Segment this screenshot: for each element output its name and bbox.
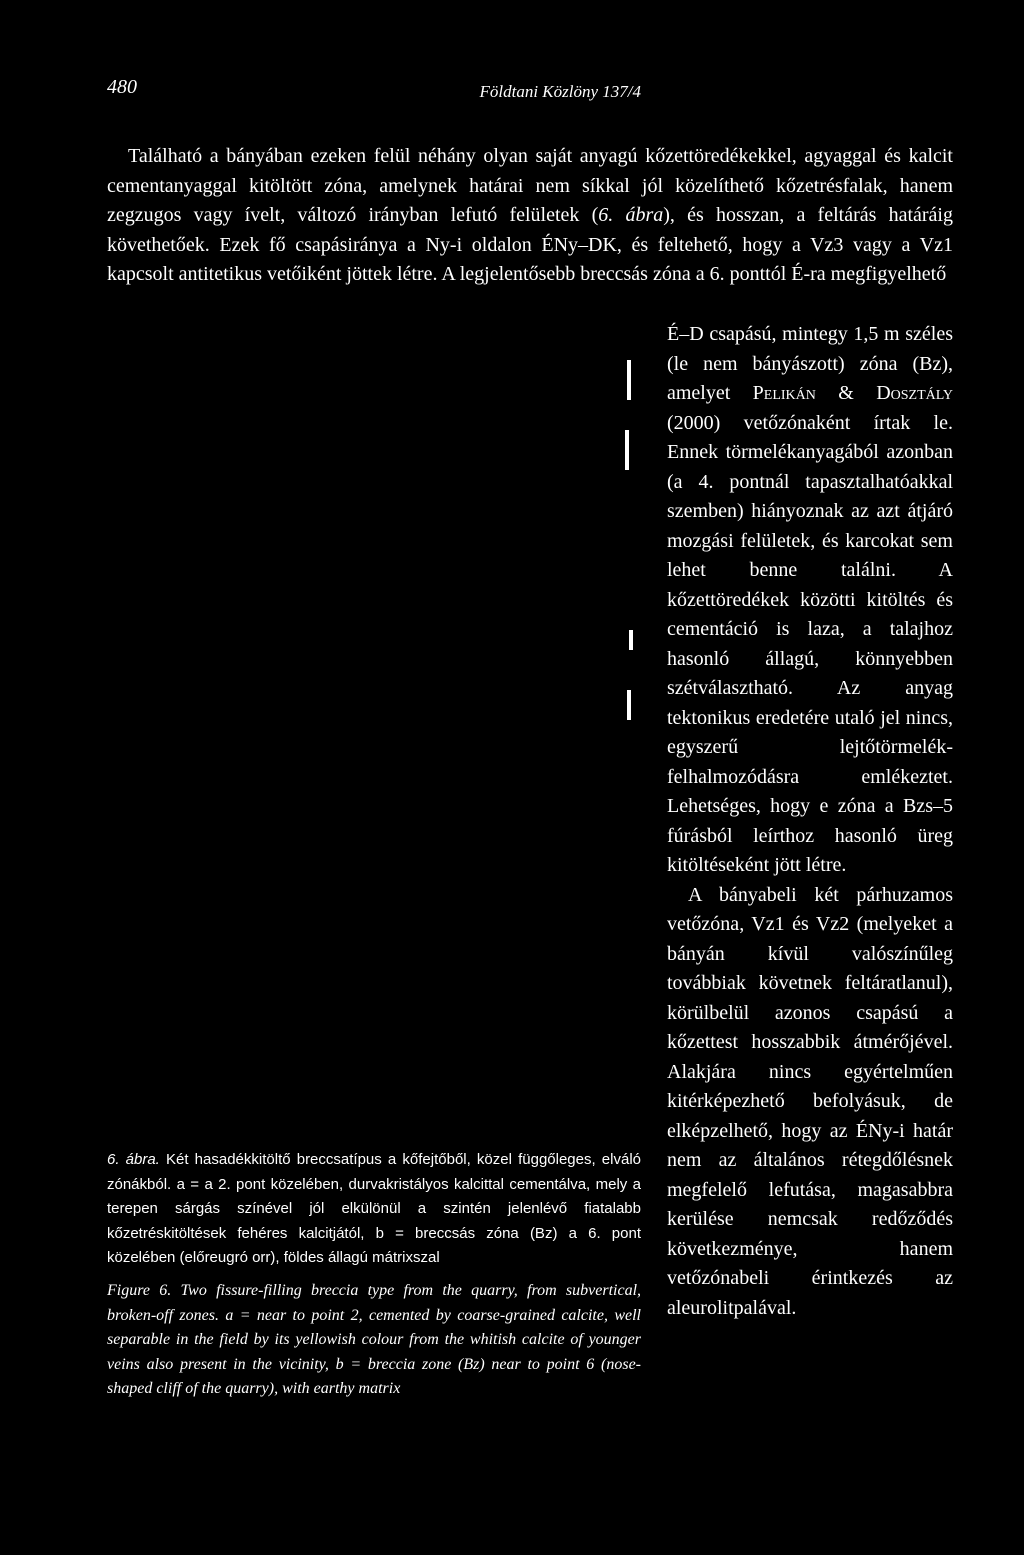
body-text-full-width <box>107 142 953 290</box>
figure-edge-mark <box>629 630 633 650</box>
page-number: 480 <box>107 76 137 98</box>
figure-edge-mark <box>627 690 631 720</box>
journal-title: Földtani Közlöny 137/4 <box>479 82 641 101</box>
paragraph-1-column <box>667 320 953 881</box>
figure-6-area <box>107 330 647 1130</box>
figure-caption <box>107 1148 641 1402</box>
body-text-right-column <box>667 320 953 1323</box>
paragraph-2: A bányabeli két párhuzamos vetőzóna, Vz1 és Vz2 (melyeket a bányán kívül valószínűleg továbbiak követnek feltáratlanul), körülbelül azonos csapású a kőzettest hosszabbik átmérőjével. Alakjára nincs egyértelműen kitérképezhető befolyásuk, de elképzelhető, hogy az ÉNy-i határ nem az általános rétegdőlésnek megfelelő lefutása, magasabbra kerülése nemcsak redőződés következménye, hanem vetőzónabeli érintkezés az aleurolitpalával. <box>667 883 953 1319</box>
figure-edge-mark <box>625 430 629 470</box>
figure-reference: 6. ábra <box>598 204 664 226</box>
caption-en-text: Two fissure-filling breccia type from the quarry, from subvertical, broken-off zones. a = near to point 2, cemented by coarse-grained calcite, well separable in the field by its yellowish colour from the whitish calcite of younger veins also present in the vicinity, b = breccia zone (Bz) near to point 6 (nose-shaped cliff of the quarry), with earthy matrix <box>107 1281 642 1398</box>
paragraph-1-text: Található a bányában ezeken felül néhány olyan saját anyagú kőzettöredékekkel, agyaggal és kalcit cementanyaggal kitöltött zóna, amelynek határai nem síkkal jól közelíthető kőzetrésfalak, hanem zegzugos vagy ívelt, változó irányban lefutó felületek ( <box>107 145 953 226</box>
caption-en-label: Figure 6. <box>107 1281 172 1299</box>
page-header <box>107 76 641 106</box>
caption-hu-label: 6. ábra. <box>107 1151 160 1168</box>
paragraph-1-continued: ), és hosszan, a feltárás határáig követhetőek. Ezek fő csapásiránya a Ny-i oldalon ÉNy–DK, és feltehető, hogy a Vz3 vagy a Vz1 kapcsolt antitetikus vetőiként jöttek létre. A legjelentősebb breccsás zóna a 6. ponttól É-ra megfigyelhető <box>107 204 953 285</box>
paragraph-1 <box>107 142 953 290</box>
ampersand: & <box>838 382 854 404</box>
paragraph-1-column-continued: (2000) vetőzónaként írtak le. Ennek törmelékanyagából azonban (a 4. pontnál tapasztalhatóakkal szemben) hiányoznak az azt átjáró mozgási felületek, és karcokat sem lehet benne találni. A kőzettöredékek közötti kitöltés és cementáció is laza, a talajhoz hasonló állagú, könnyebben szétválasztható. Az anyag tektonikus eredetére utaló jel nincs, egyszerű lejtőtörmelék-felhalmozódásra emlékeztet. Lehetséges, hogy e zóna a Bzs–5 fúrásból leírthoz hasonló üreg kitöltéseként jött létre. <box>667 411 953 876</box>
paragraph-1-column-text: É–D csapású, mintegy 1,5 m széles (le nem bányászott) zóna (Bz), amelyet <box>667 323 953 404</box>
figure-edge-mark <box>627 360 631 400</box>
caption-hungarian <box>107 1148 641 1271</box>
author-pelikan: Pelikán <box>752 382 816 404</box>
author-dosztaly: Dosztály <box>876 382 954 404</box>
caption-english <box>107 1279 641 1402</box>
caption-hu-text: Két hasadékkitöltő breccsatípus a kőfejtőből, közel függőleges, elváló zónákból. a = a 2. pont közelében, durvakristályos kalcittal cementálva, mely a terepen sárgás színével jól elkülönül a szintén jelenlévő fiatalabb kőzetréskitöltések fehéres kalcitjától, b = breccsás zóna (Bz) a 6. pont közelében (előreugró orr), földes állagú mátrixszal <box>107 1151 642 1267</box>
